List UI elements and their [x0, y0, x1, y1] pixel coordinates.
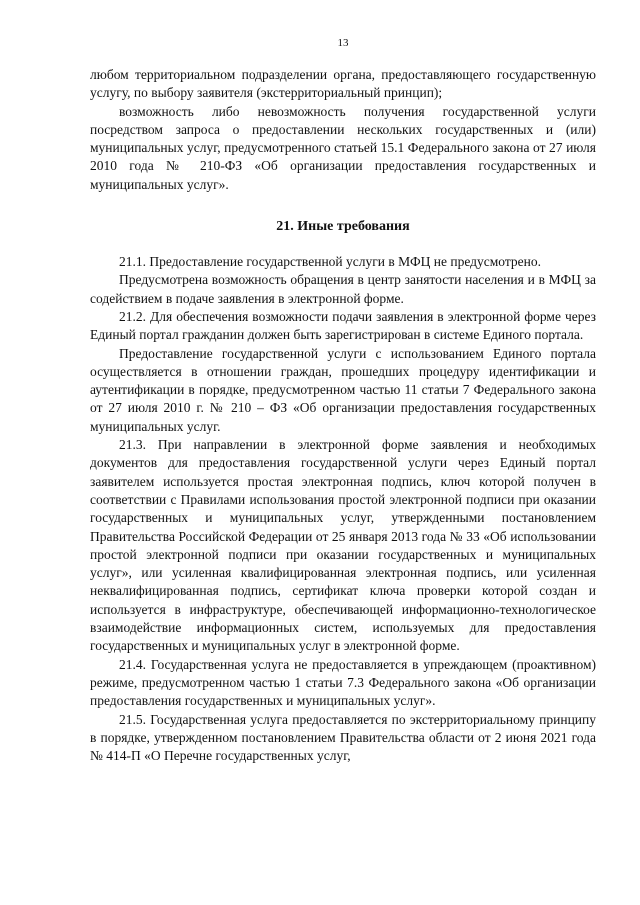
- section-heading: 21. Иные требования: [276, 219, 410, 235]
- paragraph-21-4: 21.4. Государственная услуга не предоставляется в упреждающем (проактивном) режиме, предусмотренном частью 1 статьи 7.3 Федерального закона «Об организации предоставления государственных и муниципальных услуг».: [90, 656, 596, 709]
- paragraph-21-2: 21.2. Для обеспечения возможности подачи заявления в электронной форме через Единый портал гражданин должен быть зарегистрирован в системе Единого портала.: [90, 308, 596, 343]
- paragraph-21-5: 21.5. Государственная услуга предоставляется по экстерриториальному принципу в порядке, утвержденном постановлением Правительства области от 2 июня 2021 года № 414-П «О Перечне государственных услуг,: [90, 711, 596, 764]
- page-number: 13: [337, 37, 349, 49]
- paragraph-combined-request: возможность либо невозможность получения государственной услуги посредством запроса о предоставлении нескольких государственных и (или) муниципальных услуг, предусмотренного статьей 15.1 Федерального закона от 27 июля 2010 года № 210-ФЗ «Об организации предоставления государственных и муниципальных услуг».: [90, 103, 596, 192]
- paragraph-21-2-continued: Предоставление государственной услуги с использованием Единого портала осуществляется в отношении граждан, прошедших процедуру идентификации и аутентификации в порядке, предусмотренном частью 11 статьи 7 Федерального закона от 27 июля 2010 г. № 210 – ФЗ «Об организации предоставления государственных муниципальных услуг.: [90, 345, 596, 434]
- paragraph-21-1: 21.1. Предоставление государственной услуги в МФЦ не предусмотрено.: [119, 254, 542, 270]
- paragraph-21-1-continued: Предусмотрена возможность обращения в центр занятости населения и в МФЦ за содействием в подаче заявления в электронной форме.: [90, 272, 596, 306]
- paragraph-territorial: любом территориальном подразделении органа, предоставляющего государственную услугу, по выбору заявителя (экстерриториальный принцип);: [90, 67, 596, 101]
- document-page: [90, 36, 596, 765]
- paragraph-21-3: 21.3. При направлении в электронной форме заявления и необходимых документов для предоставления государственной услуги через Единый портал заявителем используется простая электронная подпись, ключ которой получен в соответствии с Правилами использования простой электронной подписи при оказании государственных и муниципальных услуг, утвержденными постановлением Правительства Российской Федерации от 25 января 2013 года № 33 «Об использовании простой электронной подписи при оказании государственных и муниципальных услуг», или усиленная квалифицированная электронная подпись, или усиленная неквалифицированная подпись, сертификат ключа проверки которой создан и используется в инфраструктуре, обеспечивающей информационно-технологическое взаимодействие информационных систем, используемых для предоставления государственных и муниципальных услуг в электронной форме.: [90, 437, 596, 654]
